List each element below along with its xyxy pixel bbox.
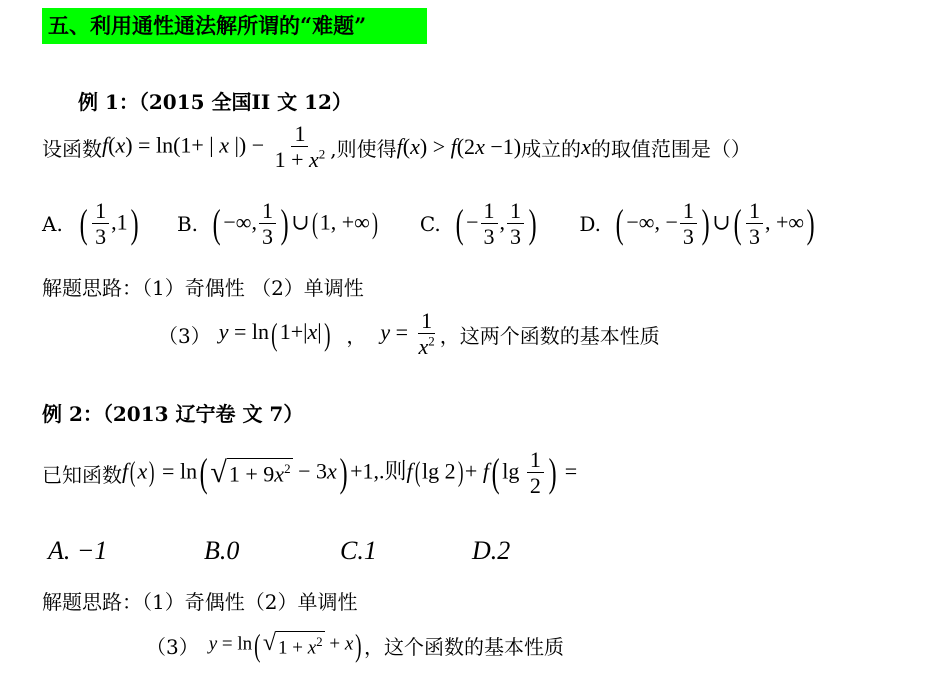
example1-question-end: 的取值范围是（） (590, 136, 751, 161)
example2-option-c: C.1 (340, 536, 377, 565)
example1-question-tail: 成立的 (521, 136, 582, 161)
example1-function-reciprocal: y = $\frac{1}{x^2}$ (380, 307, 435, 359)
example1-thinking-line2-suffix: ，这两个函数的基本性质 (439, 323, 660, 348)
example1-question (42, 116, 751, 178)
example1-thinking: 解题思路：（1）奇偶性 （2）单调性 (42, 276, 364, 300)
example1-question-suffix: ,则使得 (330, 136, 397, 161)
example2-thinking: 解题思路：（1）奇偶性（2）单调性 (42, 590, 358, 614)
example2-function-ln-sqrt: y = ln( √ $1 + x^2$ + x) (208, 627, 362, 663)
section-title: 五、利用通性通法解所谓的“难题” (42, 8, 427, 44)
example1-heading: 例 1：（2015 全国II 文 12） (78, 90, 352, 114)
example2-question-prefix: 已知函数 (42, 462, 122, 487)
example2-question (42, 440, 577, 506)
option-a-label: A. (42, 212, 63, 236)
example2-option-d: D.2 (472, 536, 511, 565)
option-b-label: B. (176, 212, 199, 236)
example1-inequality: f(x) > f(2x −1) (396, 134, 522, 159)
example2-function-def: f(x) = ln( √ $1 + 9x^2$ − 3x) +1,.则f(lg 2)+ f( lg $\frac{1}{2}$ ) = (122, 446, 578, 498)
example2-option-b: B.0 (204, 536, 240, 565)
example1-options (42, 192, 817, 256)
option-a-interval: ( $\frac{1}{3}$ ,1) (79, 197, 139, 249)
example1-thinking-line2: （3） y = ln(1+|x|) ， y = $\frac{1}{x^2}$ ，这两个函数的基本性质 (158, 307, 660, 359)
option-d-interval: ( −∞, − $\frac{1}{3}$ ) ∪( $\frac{1}{3}$ , +∞) (615, 197, 815, 249)
example2-thinking-line2 (146, 620, 564, 670)
example2-heading: 例 2：（2013 辽宁卷 文 7） (42, 402, 304, 426)
example1-function-ln: y = ln(1+|x|) (218, 316, 331, 352)
option-b-interval: ( −∞, $\frac{1}{3}$ ) ∪(1, +∞) (212, 197, 378, 249)
example2-thinking-line2-prefix: （3） (146, 634, 199, 659)
example2-thinking-line2-suffix: ，这个函数的基本性质 (363, 634, 564, 659)
option-c-interval: ( − $\frac{1}{3}$ , $\frac{1}{3}$ ) (455, 197, 537, 249)
example1-thinking-line2-prefix: （3） (158, 323, 211, 348)
example1-question-prefix: 设函数 (42, 136, 102, 161)
example2-option-a: A. −1 (48, 536, 108, 565)
example1-function-def: f(x) = ln(1+ | x |) − $\frac{1}{1 + x^2}$ (102, 120, 326, 172)
example1-variable-x: x (581, 134, 591, 159)
option-c-label: C. (419, 212, 441, 236)
option-d-label: D. (579, 212, 602, 236)
